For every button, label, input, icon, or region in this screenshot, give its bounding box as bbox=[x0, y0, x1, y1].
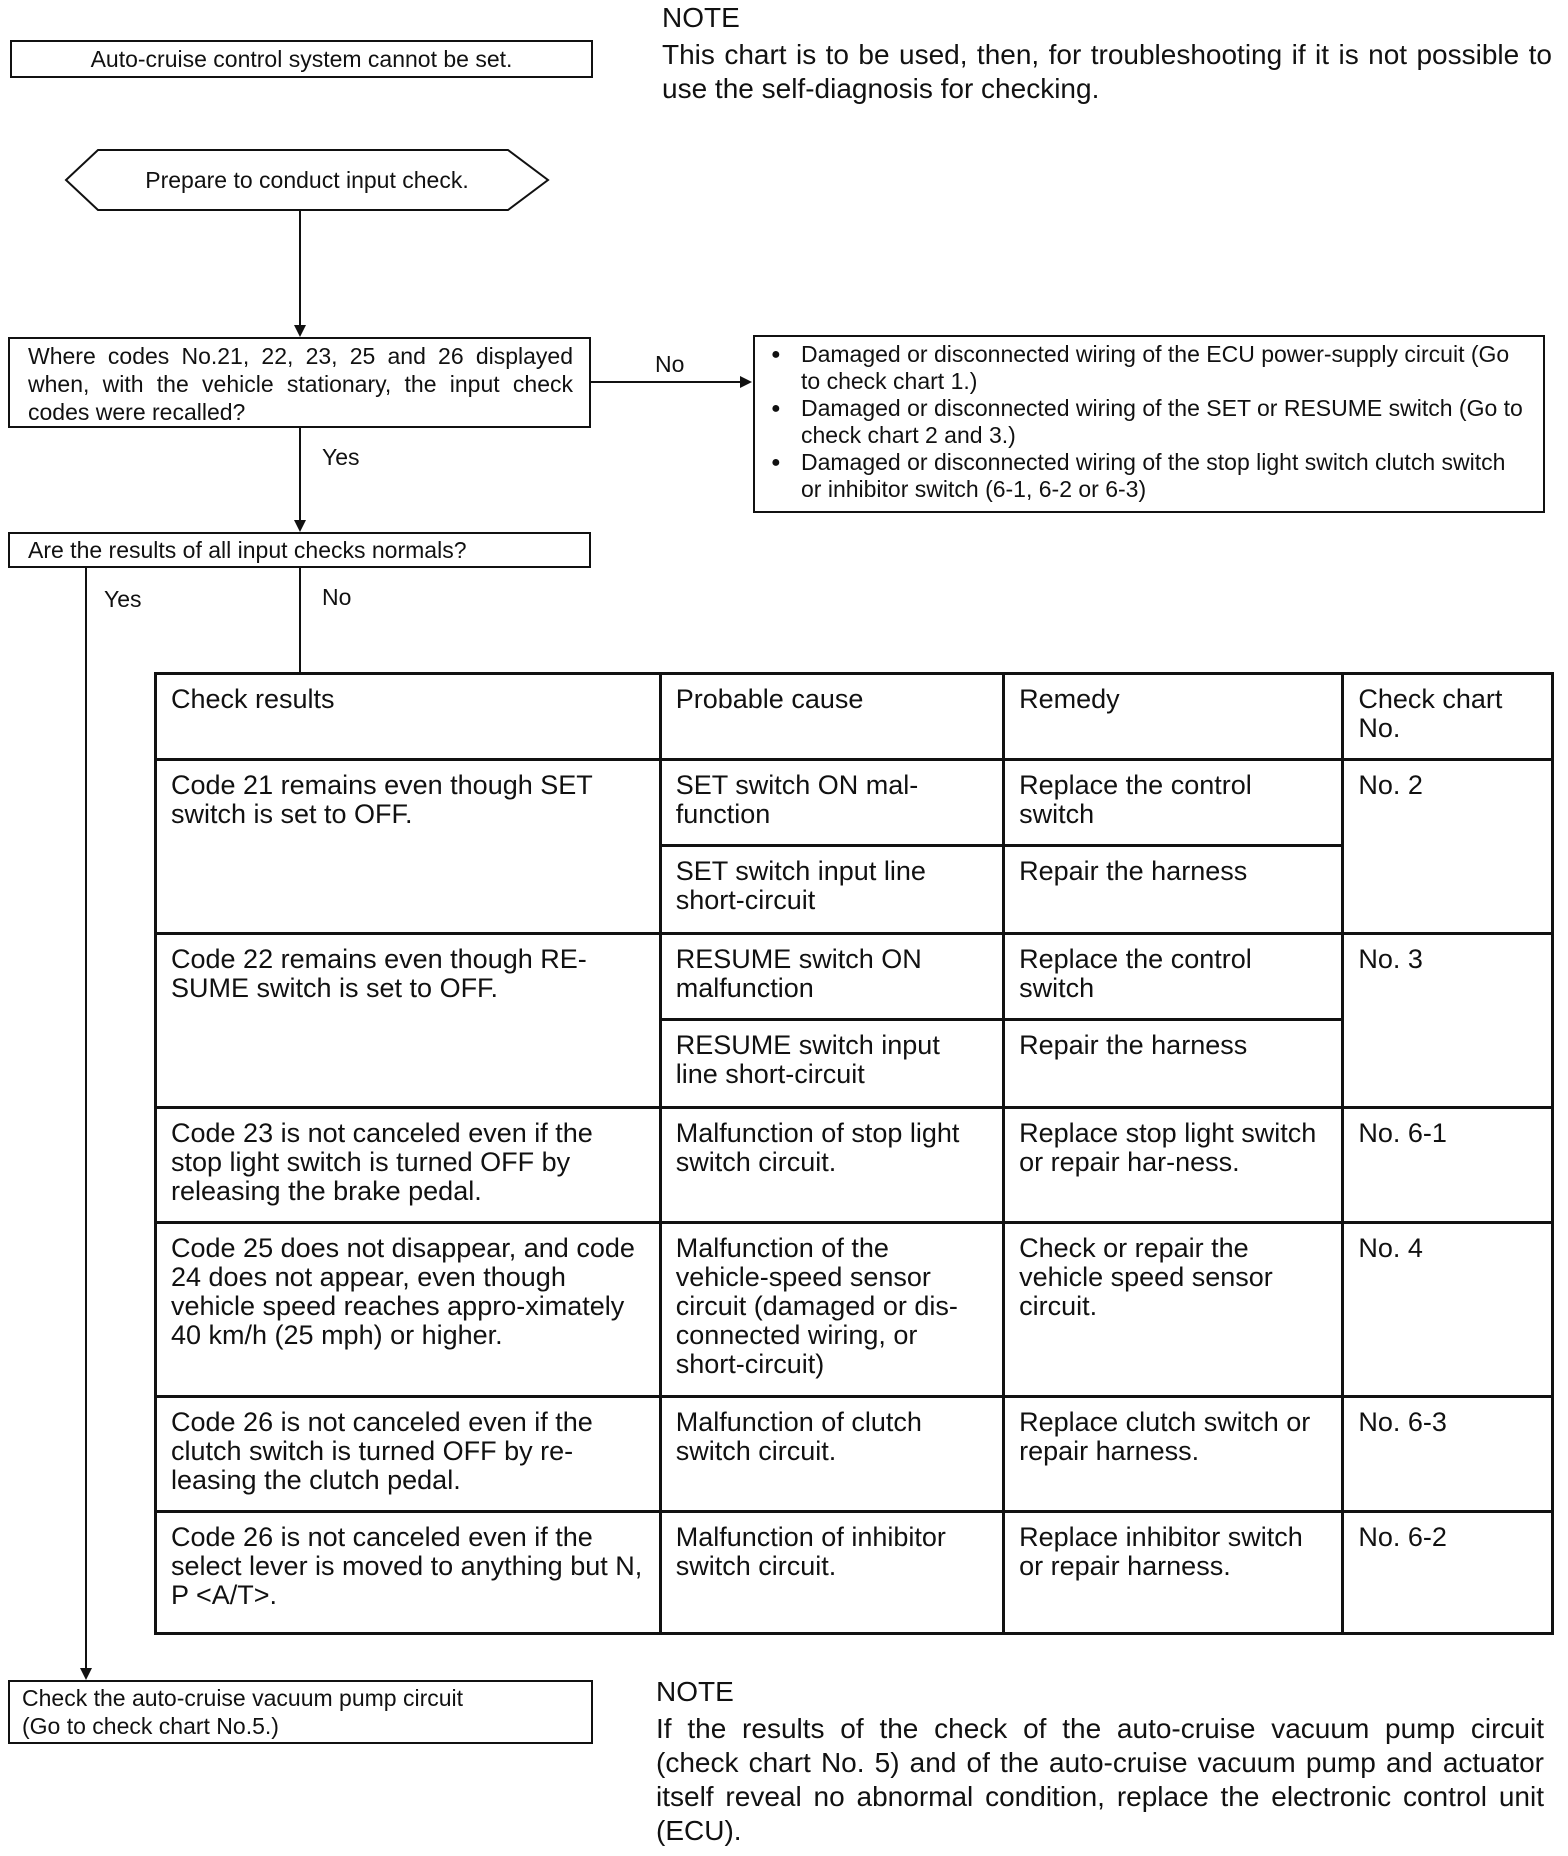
decision1-yes-label: Yes bbox=[322, 444, 360, 470]
cell-cause: RESUME switch ON malfunction bbox=[660, 934, 1003, 1020]
decision1-no-label: No bbox=[655, 351, 685, 377]
cell-result: Code 26 is not canceled even if the clutch switch is turned OFF by re-leasing the clutch pedal. bbox=[156, 1397, 661, 1512]
cell-result: Code 26 is not canceled even if the select lever is moved to anything but N, P <A/T>. bbox=[156, 1512, 661, 1634]
final-box-line2: (Go to check chart No.5.) bbox=[22, 1713, 279, 1739]
cell-chart: No. 3 bbox=[1343, 934, 1553, 1108]
decision1-box bbox=[8, 337, 591, 428]
cause-item: ● Damaged or disconnected wiring of the stop light switch clutch switch or inhibitor switch (6-1, 6-2 or 6-3) bbox=[765, 449, 1525, 503]
arrowhead-decision1 bbox=[294, 325, 306, 337]
table-header-row bbox=[156, 674, 1553, 760]
decision2-no-label: No bbox=[322, 584, 352, 610]
cell-cause: SET switch ON mal-function bbox=[660, 760, 1003, 846]
causes-list bbox=[765, 341, 1525, 503]
cell-remedy: Replace clutch switch or repair harness. bbox=[1004, 1397, 1343, 1512]
cause-item: ● Damaged or disconnected wiring of the SET or RESUME switch (Go to check chart 2 and 3.) bbox=[765, 395, 1525, 449]
cell-cause: Malfunction of stop light switch circuit. bbox=[660, 1108, 1003, 1223]
arrowhead-decision2 bbox=[294, 520, 306, 532]
cell-cause: SET switch input line short-circuit bbox=[660, 846, 1003, 934]
cell-remedy: Repair the harness bbox=[1004, 1020, 1343, 1108]
decision2-question: Are the results of all input checks normals? bbox=[28, 537, 467, 563]
decision1-question: Where codes No.21, 22, 23, 25 and 26 displayed when, with the vehicle stationary, the input check codes were recalled? bbox=[28, 343, 573, 425]
start-box bbox=[10, 40, 593, 78]
causes-box bbox=[753, 335, 1545, 513]
cell-cause: Malfunction of inhibitor switch circuit. bbox=[660, 1512, 1003, 1634]
cell-cause: RESUME switch input line short-circuit bbox=[660, 1020, 1003, 1108]
results-table bbox=[154, 672, 1554, 1635]
header-check-chart: Check chart No. bbox=[1343, 674, 1553, 760]
cell-remedy: Repair the harness bbox=[1004, 846, 1343, 934]
header-probable-cause: Probable cause bbox=[660, 674, 1003, 760]
cell-remedy: Replace stop light switch or repair har-ness. bbox=[1004, 1108, 1343, 1223]
cell-chart: No. 6-1 bbox=[1343, 1108, 1553, 1223]
table-row bbox=[156, 760, 1553, 846]
cell-remedy: Replace the control switch bbox=[1004, 760, 1343, 846]
cell-chart: No. 2 bbox=[1343, 760, 1553, 934]
cell-chart: No. 4 bbox=[1343, 1223, 1553, 1397]
header-check-results: Check results bbox=[156, 674, 661, 760]
cell-chart: No. 6-2 bbox=[1343, 1512, 1553, 1634]
cell-cause: Malfunction of the vehicle-speed sensor circuit (damaged or dis-connected wiring, or short-circuit) bbox=[660, 1223, 1003, 1397]
decision2-yes-label: Yes bbox=[104, 586, 142, 612]
cause-item: ● Damaged or disconnected wiring of the ECU power-supply circuit (Go to check chart 1.) bbox=[765, 341, 1525, 395]
cell-remedy: Check or repair the vehicle speed sensor circuit. bbox=[1004, 1223, 1343, 1397]
cell-remedy: Replace the control switch bbox=[1004, 934, 1343, 1020]
cell-result: Code 21 remains even though SET switch is set to OFF. bbox=[156, 760, 661, 934]
header-remedy: Remedy bbox=[1004, 674, 1343, 760]
table-row bbox=[156, 1512, 1553, 1634]
table-row bbox=[156, 1397, 1553, 1512]
table-row bbox=[156, 934, 1553, 1020]
note-top-title: NOTE bbox=[662, 2, 740, 33]
note-bottom-text: If the results of the check of the auto-cruise vacuum pump circuit (check chart No. 5) and of the auto-cruise vacuum pump and actuator itself reveal no abnormal condition, replace the electronic control unit (ECU). bbox=[656, 1713, 1544, 1846]
arrowhead-final bbox=[80, 1668, 92, 1680]
arrowhead-causes bbox=[740, 376, 752, 388]
cell-result: Code 25 does not disappear, and code 24 does not appear, even though vehicle speed reaches appro-ximately 40 km/h (25 mph) or higher. bbox=[156, 1223, 661, 1397]
cell-result: Code 22 remains even though RE-SUME switch is set to OFF. bbox=[156, 934, 661, 1108]
final-box bbox=[8, 1680, 593, 1744]
final-box-line1: Check the auto-cruise vacuum pump circuit bbox=[22, 1685, 464, 1711]
prepare-step: Prepare to conduct input check. bbox=[145, 167, 469, 193]
note-top-text: This chart is to be used, then, for troubleshooting if it is not possible to use the self-diagnosis for checking. bbox=[662, 39, 1552, 104]
table-row bbox=[156, 1223, 1553, 1397]
cell-result: Code 23 is not canceled even if the stop light switch is turned OFF by releasing the brake pedal. bbox=[156, 1108, 661, 1223]
cell-remedy: Replace inhibitor switch or repair harness. bbox=[1004, 1512, 1343, 1634]
cell-chart: No. 6-3 bbox=[1343, 1397, 1553, 1512]
note-bottom-title: NOTE bbox=[656, 1676, 734, 1707]
start-box-text: Auto-cruise control system cannot be set. bbox=[90, 46, 513, 72]
table-row bbox=[156, 1108, 1553, 1223]
decision2-box bbox=[8, 532, 591, 568]
cell-cause: Malfunction of clutch switch circuit. bbox=[660, 1397, 1003, 1512]
